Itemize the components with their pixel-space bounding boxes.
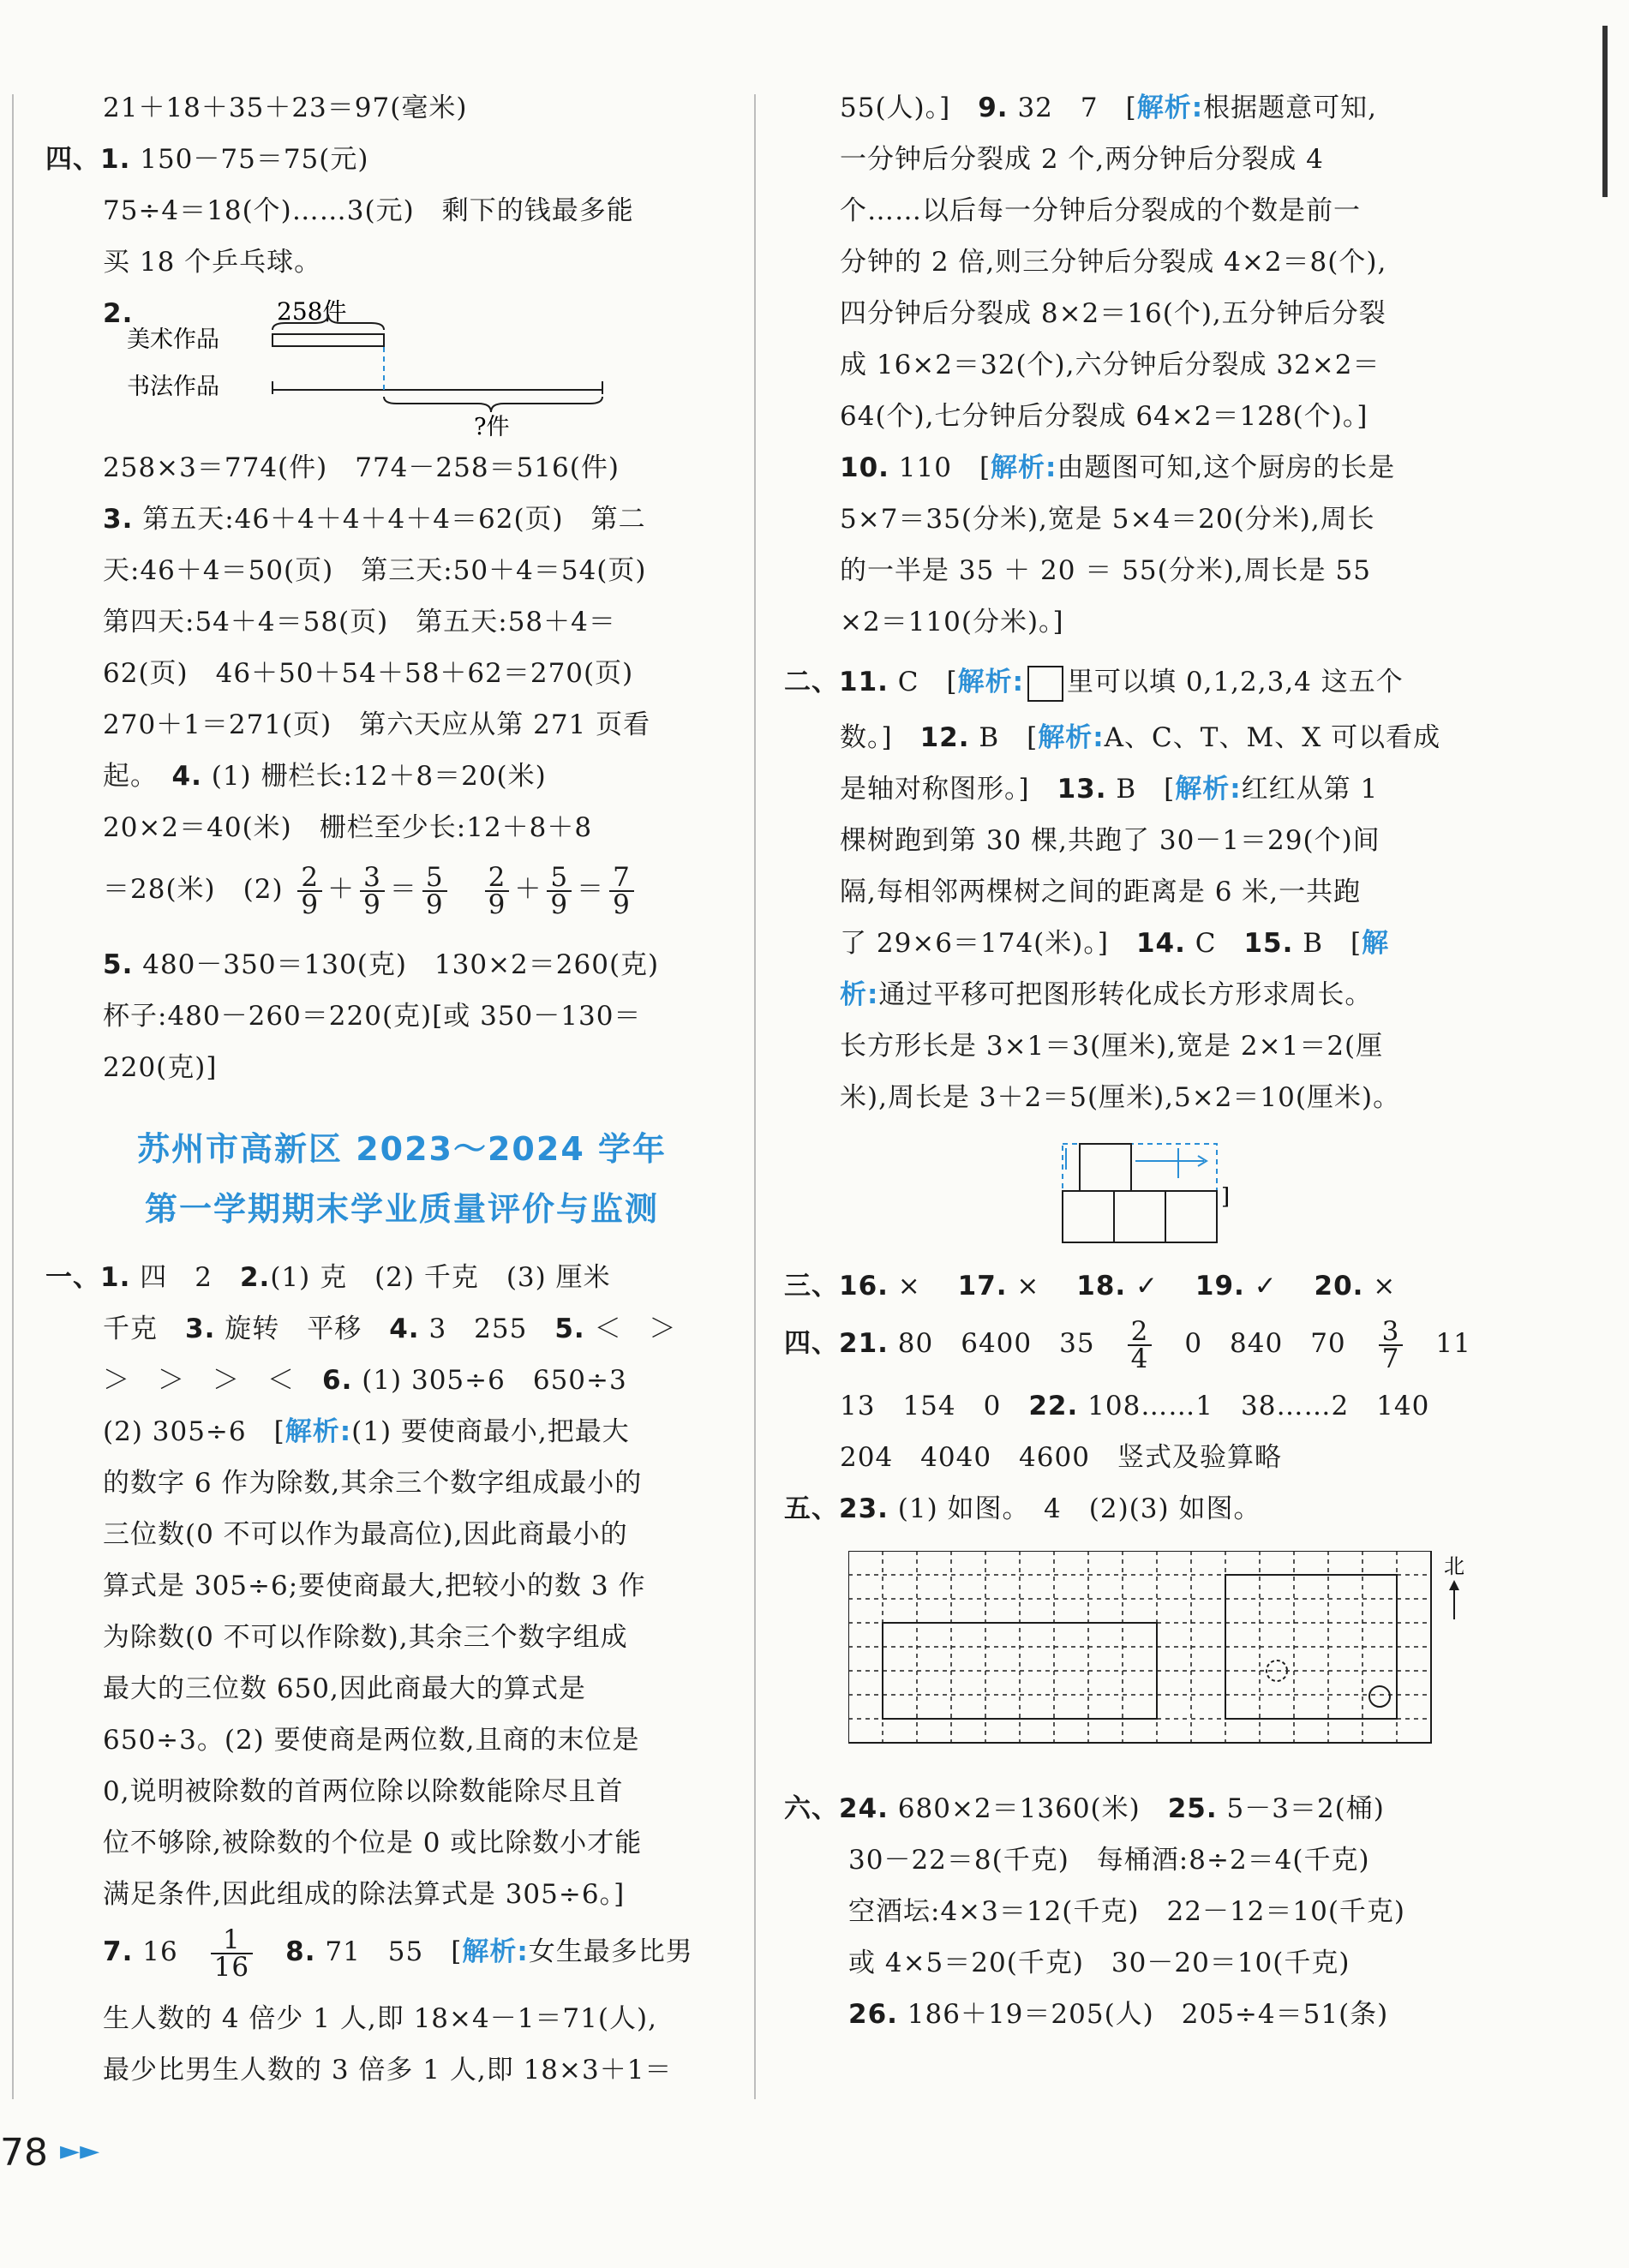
q15-line: 长方形长是 3×1＝3(厘米),宽是 2×1＝2(厘 [840,1031,1384,1062]
art-segment [272,334,384,346]
diagram-top-label: 258件 [277,297,347,326]
s4-line1: 四、21. 80 6400 35 $\frac{2}{4}$ 0 840 70 $\frac{3}{7}$ 11 [784,1315,1471,1374]
s3-line: 三、16. × 17. × 18. ✓ 19. ✓ 20. × [784,1271,1397,1302]
q4-1-line3: 买 18 个乒乓球。 [103,247,322,278]
q4-4-line1: 起。 4. (1) 栅栏长:12＋8＝20(米) [103,761,547,792]
north-label: 北 [1444,1554,1464,1578]
q13-line: 隔,每相邻两棵树之间的距离是 6 米,一共跑 [840,877,1362,907]
q9-line: 成 16×2＝32(个),六分钟后分裂成 32×2＝ [840,350,1380,380]
s6-line-q26: 26. 186＋19＝205(人) 205÷4＝51(条) [848,1999,1389,2030]
grid-map-figure [848,1551,1482,1756]
q4-2-calc: 258×3＝774(件) 774－258＝516(件) [103,452,620,483]
fraction: $\frac{2}{9}$ [297,865,322,918]
solid-circle [1369,1686,1390,1707]
svg-text:]: ] [1221,1184,1231,1210]
q4-2-label: 2. [103,298,134,329]
r-line1: 55(人)。] 9. 32 7 [解析:根据题意可知, [840,93,1377,123]
q9-line: 四分钟后分裂成 8×2＝16(个),五分钟后分裂 [840,298,1386,329]
q15-line: 析:通过平移可把图形转化成长方形求周长。 [840,979,1373,1010]
q4-3-line5: 270＋1＝271(页) 第六天应从第 271 页看 [103,709,651,740]
q8-line2: 生人数的 4 倍少 1 人,即 18×4－1＝71(人), [103,2003,657,2034]
q4-4-line2: 20×2＝40(米) 栅栏至少长:12＋8＋8 [103,812,593,843]
q4-1-line1: 四、1. 150－75＝75(元) [45,144,369,175]
bottom-brace [384,397,602,412]
page-number: 78 [0,2131,48,2175]
q9-line: 分钟的 2 倍,则三分钟后分裂成 4×2＝8(个), [840,247,1387,278]
grid-lines [848,1551,1431,1743]
q4-4-fraction-line: ＝28(米) (2) $\frac{2}{9}$ ＋ $\frac{3}{9}$ ＝ $\frac{5}{9}$ $\frac{2}{9}$ ＋ $\frac{5}{9}$ ＝ $\frac{7}{9}$ [103,861,639,918]
section-title-line1: 苏州市高新区 2023～2024 学年 [137,1130,667,1168]
blank-box-icon [1027,666,1063,702]
q9-line: 64(个),七分钟后分裂成 64×2＝128(个)。] [840,401,1368,432]
s1-rest-line: 位不够除,被除数的个位是 0 或比除数小才能 [103,1828,643,1858]
fraction: $\frac{5}{9}$ [422,865,447,918]
q4-5-line3: 220(克)] [103,1052,218,1083]
q4-1-line2: 75÷4＝18(个)……3(元) 剩下的钱最多能 [103,195,634,226]
q12-line: 数。] 12. B [解析:A、C、T、M、X 可以看成 [840,722,1441,753]
left-margin-rule [12,94,14,2099]
fraction: $\frac{3}{7}$ [1379,1319,1404,1372]
s1-rest-line: 的数字 6 作为除数,其余三个数字组成最小的 [103,1468,643,1499]
q4-3-line4: 62(页) 46＋50＋54＋58＋62＝270(页) [103,658,634,689]
q8-line3: 最少比男生人数的 3 倍多 1 人,即 18×3＋1＝ [103,2055,673,2085]
s1-rest-line: 0,说明被除数的首两位除以除数能除尽且首 [103,1776,624,1807]
s1-rest-line: 最大的三位数 650,因此商最大的算式是 [103,1673,586,1704]
q13-line: 是轴对称图形。] 13. B [解析:红红从第 1 [840,774,1379,805]
q4-5-line2: 杯子:480－260＝220(克)[或 350－130＝ [103,1001,642,1032]
q4-3-line1: 3. 第五天:46＋4＋4＋4＋4＝62(页) 第二 [103,504,646,535]
s6-line: 30－22＝8(千克) 每桶酒:8÷2＝4(千克) [848,1845,1370,1876]
s1-rest-line: 满足条件,因此组成的除法算式是 305÷6。] [103,1879,626,1910]
q7-q8-line: 7. 16 $\frac{1}{16}$ 8. 71 55 [解析:女生最多比男 [103,1924,693,1983]
s1-line3: ＞ ＞ ＞ ＜ 6. (1) 305÷6 650÷3 [103,1365,627,1396]
right-edge-rule [1602,26,1608,197]
q11-line: 二、11. C [解析: 里可以填 0,1,2,3,4 这五个 [784,664,1404,702]
fraction: $\frac{3}{9}$ [360,865,385,918]
fraction: $\frac{7}{9}$ [609,865,634,918]
line-segment-diagram [127,296,675,441]
figure-dashed-outline [1063,1144,1217,1191]
q9-line: 个……以后每一分钟后分裂成的个数是前一 [840,195,1361,226]
q4-3-line2: 天:46＋4＝50(页) 第三天:50＋4＝54(页) [103,555,647,586]
s1-line4: (2) 305÷6 [解析:(1) 要使商最小,把最大 [103,1416,630,1447]
s1-rest-line: 650÷3。(2) 要使商是两位数,且商的末位是 [103,1725,640,1756]
s4-line3: 204 4040 4600 竖式及验算略 [840,1442,1282,1473]
s1-rest-line: 三位数(0 不可以作为最高位),因此商最小的 [103,1519,628,1550]
q9-line: 一分钟后分裂成 2 个,两分钟后分裂成 4 [840,144,1324,175]
s1-rest-line: 算式是 305÷6;要使商最大,把较小的数 3 作 [103,1571,646,1601]
translation-figure [1054,1140,1243,1260]
diagram-row2-label: 书法作品 [127,374,219,400]
q13-line: 棵树跑到第 30 棵,共跑了 30－1＝29(个)间 [840,825,1380,856]
q15-line: 米),周长是 3＋2＝5(厘米),5×2＝10(厘米)。 [840,1082,1401,1113]
column-divider [754,94,756,2099]
s6-line: 或 4×5＝20(千克) 30－20＝10(千克) [848,1948,1351,1978]
s1-line2: 千克 3. 旋转 平移 4. 3 255 5. ＜ ＞ [103,1314,677,1344]
s1-rest-line: 为除数(0 不可以作除数),其余三个数字组成 [103,1622,628,1653]
figure-bottom-row [1063,1191,1217,1242]
fraction: $\frac{5}{9}$ [547,865,572,918]
answer-line: 21＋18＋35＋23＝97(毫米) [103,93,468,123]
diagram-row1-label: 美术作品 [127,326,219,353]
q4-3-line3: 第四天:54＋4＝58(页) 第五天:58＋4＝ [103,607,616,637]
q10-line: 的一半是 35 ＋ 20 ＝ 55(分米),周长是 55 [840,555,1371,586]
q10-line1: 10. 110 [解析:由题图可知,这个厨房的长是 [840,452,1396,483]
s4-line2: 13 154 0 22. 108……1 38……2 140 [840,1391,1430,1421]
q10-line: ×2＝110(分米)。] [840,607,1064,637]
fraction: $\frac{2}{9}$ [485,865,510,918]
section-title-line2: 第一学期期末学业质量评价与监测 [144,1190,659,1228]
s6-line1: 六、24. 680×2＝1360(米) 25. 5－3＝2(桶) [784,1793,1385,1824]
fraction: $\frac{1}{16}$ [211,1927,253,1980]
s5-line: 五、23. (1) 如图。 4 (2)(3) 如图。 [784,1493,1261,1524]
q4-5-line1: 5. 480－350＝130(克) 130×2＝260(克) [103,949,660,980]
q14-q15-line: 了 29×6＝174(米)。] 14. C 15. B [解 [840,928,1390,959]
s1-line1: 一、1. 四 2 2.(1) 克 (2) 千克 (3) 厘米 [45,1262,611,1293]
s6-line: 空酒坛:4×3＝12(千克) 22－12＝10(千克) [848,1896,1406,1927]
diagram-bottom-label: ?件 [474,414,510,440]
figure-top-square [1080,1144,1131,1191]
q10-line: 5×7＝35(分米),宽是 5×4＝20(分米),周长 [840,504,1375,535]
page-arrows-icon: ►► [60,2136,100,2166]
fraction: $\frac{2}{4}$ [1128,1319,1153,1372]
